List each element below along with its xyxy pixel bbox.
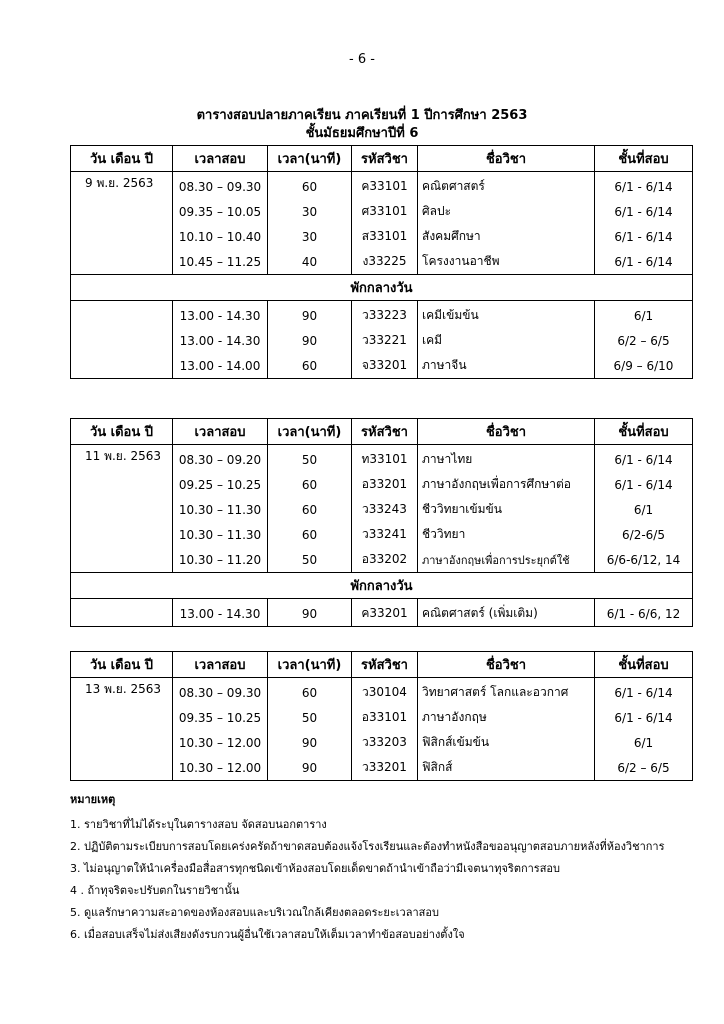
document-title: ตารางสอบปลายภาคเรียน ภาคเรียนที่ 1 ปีการศึกษา 2563	[196, 108, 528, 123]
header-classes: ชั้นที่สอบ	[595, 652, 693, 678]
header-subject-name: ชื่อวิชา	[418, 146, 595, 172]
subject-code: อ33202	[352, 547, 418, 573]
exam-classes: 6/6-6/12, 14	[595, 547, 693, 573]
exam-minutes: 30	[268, 199, 352, 224]
subject-name: ภาษาจีน	[418, 353, 595, 379]
notes-section	[70, 790, 690, 946]
subject-name: โครงงานอาชีพ	[418, 249, 595, 275]
exam-minutes: 90	[268, 599, 352, 627]
exam-time: 13.00 - 14.30	[173, 328, 268, 353]
exam-time: 08.30 – 09.30	[173, 172, 268, 200]
table-row	[71, 301, 693, 329]
subject-code: ว33221	[352, 328, 418, 353]
header-subject-name: ชื่อวิชา	[418, 652, 595, 678]
lunch-break-label: พักกลางวัน	[71, 573, 693, 599]
exam-classes: 6/1 - 6/14	[595, 705, 693, 730]
exam-time: 13.00 - 14.30	[173, 301, 268, 329]
subject-name: ภาษาไทย	[418, 445, 595, 473]
exam-classes: 6/1 - 6/14	[595, 472, 693, 497]
header-subject-code: รหัสวิชา	[352, 146, 418, 172]
exam-time: 10.30 – 12.00	[173, 730, 268, 755]
exam-classes: 6/1 - 6/14	[595, 224, 693, 249]
exam-classes: 6/1 - 6/14	[595, 249, 693, 275]
exam-table-day-2	[70, 418, 693, 627]
subject-code: ว33223	[352, 301, 418, 329]
exam-time: 10.30 – 11.30	[173, 522, 268, 547]
table-row	[71, 172, 693, 200]
exam-time: 13.00 - 14.30	[173, 599, 268, 627]
exam-classes: 6/1 - 6/14	[595, 199, 693, 224]
exam-classes: 6/9 – 6/10	[595, 353, 693, 379]
exam-classes: 6/2-6/5	[595, 522, 693, 547]
note-item: 3. ไม่อนุญาตให้นำเครื่องมือสื่อสารทุกชนิดเข้าห้องสอบโดยเด็ดขาดถ้านำเข้าถือว่ามีเจตนาทุจริตการสอบ	[70, 862, 561, 875]
subject-name: เคมีเข้มข้น	[418, 301, 595, 329]
header-subject-name: ชื่อวิชา	[418, 419, 595, 445]
subject-name: คณิตศาสตร์ (เพิ่มเติม)	[418, 599, 595, 627]
subject-name: ศิลปะ	[418, 199, 595, 224]
exam-minutes: 30	[268, 224, 352, 249]
subject-code: ว30104	[352, 678, 418, 706]
subject-code: ส33101	[352, 224, 418, 249]
exam-time: 10.30 – 12.00	[173, 755, 268, 781]
header-duration: เวลา(นาที)	[268, 652, 352, 678]
exam-classes: 6/1 - 6/14	[595, 678, 693, 706]
exam-date: 9 พ.ย. 2563	[71, 172, 173, 275]
subject-code: จ33201	[352, 353, 418, 379]
exam-time: 08.30 – 09.30	[173, 678, 268, 706]
exam-classes: 6/1 - 6/14	[595, 172, 693, 200]
exam-time: 09.25 – 10.25	[173, 472, 268, 497]
subject-code: ง33225	[352, 249, 418, 275]
exam-minutes: 50	[268, 705, 352, 730]
header-duration: เวลา(นาที)	[268, 146, 352, 172]
header-date: วัน เดือน ปี	[71, 146, 173, 172]
subject-name: ชีววิทยาเข้มข้น	[418, 497, 595, 522]
subject-name: ฟิสิกส์เข้มข้น	[418, 730, 595, 755]
exam-time: 13.00 - 14.00	[173, 353, 268, 379]
table-row	[71, 678, 693, 706]
subject-code: ว33203	[352, 730, 418, 755]
table-header-row	[71, 146, 693, 172]
exam-time: 10.10 – 10.40	[173, 224, 268, 249]
exam-time: 10.30 – 11.20	[173, 547, 268, 573]
subject-name: ฟิสิกส์	[418, 755, 595, 781]
exam-time: 10.30 – 11.30	[173, 497, 268, 522]
exam-time: 09.35 – 10.25	[173, 705, 268, 730]
exam-time: 10.45 – 11.25	[173, 249, 268, 275]
subject-code: อ33101	[352, 705, 418, 730]
header-exam-time: เวลาสอบ	[173, 652, 268, 678]
subject-code: อ33201	[352, 472, 418, 497]
subject-code: ว33243	[352, 497, 418, 522]
exam-minutes: 90	[268, 301, 352, 329]
subject-name: เคมี	[418, 328, 595, 353]
header-subject-code: รหัสวิชา	[352, 652, 418, 678]
exam-minutes: 90	[268, 730, 352, 755]
header-classes: ชั้นที่สอบ	[595, 419, 693, 445]
subject-name: ภาษาอังกฤษเพื่อการประยุกต์ใช้	[418, 547, 595, 573]
exam-minutes: 60	[268, 497, 352, 522]
exam-classes: 6/2 – 6/5	[595, 328, 693, 353]
notes-heading: หมายเหตุ	[70, 793, 116, 806]
exam-classes: 6/1	[595, 497, 693, 522]
exam-classes: 6/1	[595, 730, 693, 755]
subject-code: ค33201	[352, 599, 418, 627]
exam-minutes: 50	[268, 547, 352, 573]
header-classes: ชั้นที่สอบ	[595, 146, 693, 172]
empty-date-cell	[71, 599, 173, 627]
subject-name: สังคมศึกษา	[418, 224, 595, 249]
subject-name: ภาษาอังกฤษ	[418, 705, 595, 730]
subject-code: ท33101	[352, 445, 418, 473]
table-row	[71, 445, 693, 473]
note-item: 5. ดูแลรักษาความสะอาดของห้องสอบและบริเวณใกล้เคียงตลอดระยะเวลาสอบ	[70, 906, 439, 919]
header-exam-time: เวลาสอบ	[173, 146, 268, 172]
empty-date-cell	[71, 301, 173, 379]
exam-minutes: 90	[268, 755, 352, 781]
header-exam-time: เวลาสอบ	[173, 419, 268, 445]
exam-minutes: 40	[268, 249, 352, 275]
note-item: 1. รายวิชาที่ไม่ได้ระบุในตารางสอบ จัดสอบนอกตาราง	[70, 818, 327, 831]
subject-name: วิทยาศาสตร์ โลกและอวกาศ	[418, 678, 595, 706]
document-subtitle: ชั้นมัธยมศึกษาปีที่ 6	[305, 126, 419, 141]
exam-date: 11 พ.ย. 2563	[71, 445, 173, 573]
exam-minutes: 60	[268, 472, 352, 497]
exam-minutes: 60	[268, 522, 352, 547]
note-item: 4 . ถ้าทุจริตจะปรับตกในรายวิชานั้น	[70, 884, 240, 897]
table-header-row	[71, 652, 693, 678]
exam-minutes: 60	[268, 172, 352, 200]
lunch-break-label: พักกลางวัน	[71, 275, 693, 301]
subject-name: คณิตศาสตร์	[418, 172, 595, 200]
exam-classes: 6/1	[595, 301, 693, 329]
subject-name: ภาษาอังกฤษเพื่อการศึกษาต่อ	[418, 472, 595, 497]
exam-minutes: 90	[268, 328, 352, 353]
subject-code: ว33201	[352, 755, 418, 781]
exam-minutes: 50	[268, 445, 352, 473]
header-duration: เวลา(นาที)	[268, 419, 352, 445]
subject-code: ค33101	[352, 172, 418, 200]
exam-table-day-3	[70, 651, 693, 781]
subject-code: ศ33101	[352, 199, 418, 224]
note-item: 2. ปฏิบัติตามระเบียบการสอบโดยเคร่งครัดถ้าขาดสอบต้องแจ้งโรงเรียนและต้องทำหนังสือขออนุญาตสอบภายหลังที่ห้องวิชาการ	[70, 840, 665, 853]
exam-classes: 6/2 – 6/5	[595, 755, 693, 781]
subject-code: ว33241	[352, 522, 418, 547]
header-date: วัน เดือน ปี	[71, 652, 173, 678]
exam-time: 08.30 – 09.20	[173, 445, 268, 473]
exam-minutes: 60	[268, 353, 352, 379]
lunch-break-row	[71, 275, 693, 301]
lunch-break-row	[71, 573, 693, 599]
page-number: - 6 -	[349, 52, 375, 67]
table-header-row	[71, 419, 693, 445]
exam-classes: 6/1 - 6/14	[595, 445, 693, 473]
subject-name: ชีววิทยา	[418, 522, 595, 547]
table-row	[71, 599, 693, 627]
note-item: 6. เมื่อสอบเสร็จไม่ส่งเสียงดังรบกวนผู้อื่นใช้เวลาสอบให้เต็มเวลาทำข้อสอบอย่างตั้งใจ	[70, 928, 465, 941]
header-date: วัน เดือน ปี	[71, 419, 173, 445]
exam-minutes: 60	[268, 678, 352, 706]
exam-time: 09.35 – 10.05	[173, 199, 268, 224]
exam-classes: 6/1 - 6/6, 12	[595, 599, 693, 627]
exam-table-day-1	[70, 145, 693, 379]
exam-date: 13 พ.ย. 2563	[71, 678, 173, 781]
header-subject-code: รหัสวิชา	[352, 419, 418, 445]
